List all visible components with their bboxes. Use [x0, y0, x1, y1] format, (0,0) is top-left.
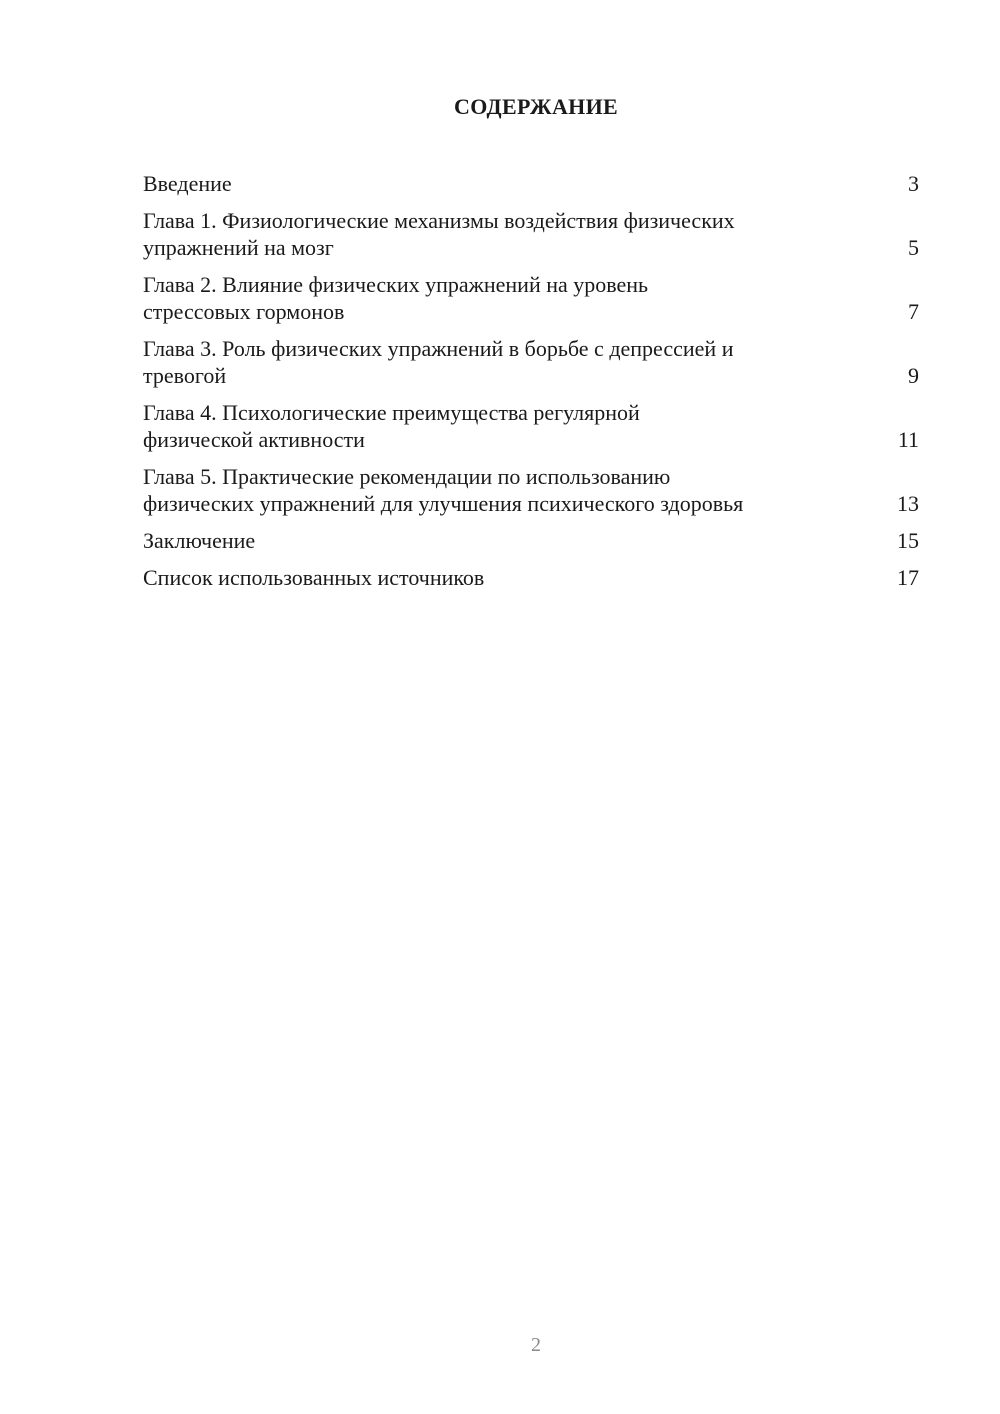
- toc-entry-page: 17: [897, 565, 919, 590]
- toc-entry-text: Глава 1. Физиологические механизмы воздействия физических упражнений на мозг: [143, 208, 735, 260]
- toc-entry-chapter-2: [143, 271, 919, 325]
- toc-entry-chapter-4: [143, 399, 919, 453]
- toc-entry-chapter-3: [143, 335, 919, 389]
- toc-entry-page: 9: [908, 363, 919, 388]
- toc-entry-page: 15: [897, 528, 919, 553]
- toc-entry-chapter-5: [143, 463, 919, 517]
- toc-entry-text: Глава 5. Практические рекомендации по использованию физических упражнений для улучшения психического здоровья: [143, 464, 744, 516]
- toc-entry-text: Глава 3. Роль физических упражнений в борьбе с депрессией и тревогой: [143, 336, 734, 388]
- page-number: 2: [531, 1334, 541, 1356]
- toc-entry-text: Глава 2. Влияние физических упражнений на уровень стрессовых гормонов: [143, 272, 649, 324]
- toc-entry-references: [143, 564, 919, 591]
- toc-entry-page: 3: [908, 171, 919, 196]
- toc-entry-conclusion: [143, 527, 919, 554]
- toc-entry-page: 13: [897, 491, 919, 516]
- toc-entry-text: Глава 4. Психологические преимущества регулярной физической активности: [143, 400, 640, 452]
- toc-entry-chapter-1: [143, 207, 919, 261]
- toc-entry-page: 11: [897, 427, 919, 452]
- toc-entry-text: Заключение: [143, 528, 256, 553]
- toc-entry-text: Список использованных источников: [143, 565, 485, 590]
- toc-entry-text: Введение: [143, 171, 232, 196]
- toc-entry-introduction: [143, 170, 919, 197]
- toc-title: СОДЕРЖАНИЕ: [454, 94, 618, 119]
- table-of-contents: [143, 170, 919, 601]
- toc-entry-page: 7: [908, 299, 919, 324]
- toc-entry-page: 5: [908, 235, 919, 260]
